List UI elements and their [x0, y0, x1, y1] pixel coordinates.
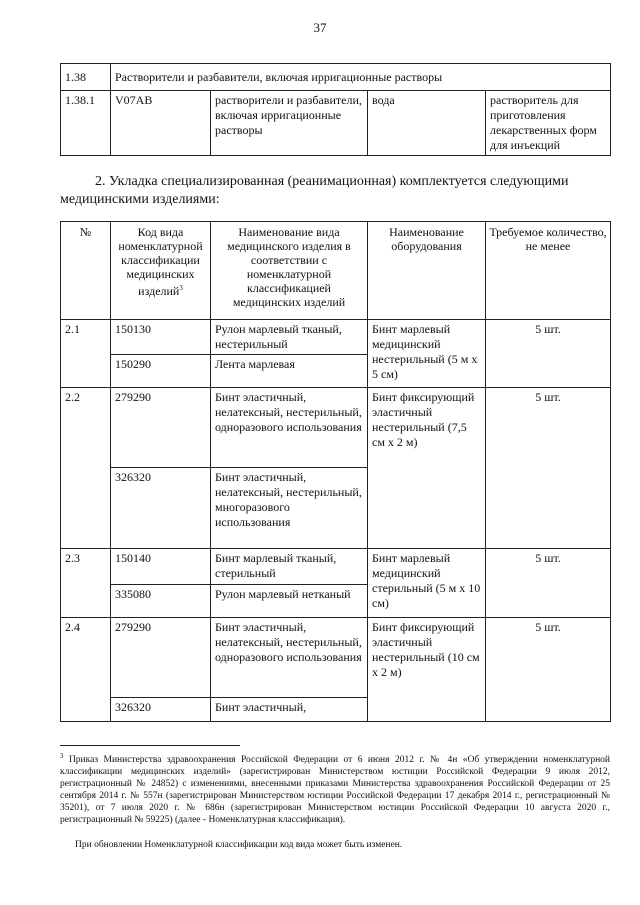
device-name: Бинт эластичный, нелатексный, нестерильный, одноразового использования	[211, 618, 368, 698]
header-equipment: Наименование оборудования	[368, 222, 486, 320]
table-row	[61, 320, 611, 355]
row-number: 2.1	[61, 320, 111, 388]
device-code: 150130	[111, 320, 211, 355]
header-quantity: Требуемое количество, не менее	[486, 222, 611, 320]
device-name: Бинт марлевый тканый, стерильный	[211, 549, 368, 585]
device-code: 150290	[111, 355, 211, 388]
equipment-name: Бинт марлевый медицинский стерильный (5 м х 10 см)	[368, 549, 486, 618]
footnote	[60, 750, 610, 826]
table-row	[61, 618, 611, 698]
header-code	[111, 222, 211, 320]
table-row	[61, 549, 611, 585]
device-name: Рулон марлевый тканый, нестерильный	[211, 320, 368, 355]
header-code-text: Код вида номенклатурной классификации медицинских изделий	[118, 225, 203, 298]
drug-group-name: растворители и разбавители, включая ирригационные растворы	[211, 91, 368, 156]
section-paragraph: 2. Укладка специализированная (реанимационная) комплектуется следующими медицинскими изделиями:	[60, 174, 569, 207]
device-name: Бинт эластичный, нелатексный, нестерильный, одноразового использования	[211, 388, 368, 468]
device-code: 335080	[111, 585, 211, 618]
device-code: 326320	[111, 468, 211, 549]
quantity: 5 шт.	[486, 388, 611, 549]
footnote-text: Приказ Министерства здравоохранения Российской Федерации от 6 июня 2012 г. № 4н «Об утверждении номенклатурной классификации медицинских изделий» (зарегистрирован Министерством юстиции Российской Федерации 9 июля 2012, регистрационный № 24852) с изменениями, внесенными приказами Министерства здравоохранения Российской Федерации от 25 сентября 2014 г. № 557н (зарегистрирован Министерством юстиции Российской Федерации 17 декабря 2014 г., регистрационный № 35201), от 7 июля 2020 г. № 686н (зарегистрирован Министерством юстиции Российской Федерации 10 августа 2020 г., регистрационный № 59225) (далее - Номенклатурная классификация).	[60, 755, 610, 826]
equipment-name: Бинт фиксирующий эластичный нестерильный (10 см х 2 м)	[368, 618, 486, 722]
row-number: 2.4	[61, 618, 111, 722]
drug-note: растворитель для приготовления лекарственных форм для инъекций	[486, 91, 611, 156]
quantity: 5 шт.	[486, 549, 611, 618]
footnote-note: При обновлении Номенклатурной классификации код вида может быть изменен.	[75, 840, 403, 850]
group-title: Растворители и разбавители, включая ирригационные растворы	[111, 64, 611, 91]
solvents-table	[60, 63, 611, 156]
page-number: 37	[313, 20, 327, 35]
quantity: 5 шт.	[486, 320, 611, 388]
drug-form: вода	[368, 91, 486, 156]
atc-code: V07AB	[111, 91, 211, 156]
header-name: Наименование вида медицинского изделия в соответствии с номенклатурной классификацией медицинских изделий	[211, 222, 368, 320]
table-row	[61, 388, 611, 468]
device-name: Бинт эластичный,	[211, 698, 368, 722]
table-header-row	[61, 222, 611, 320]
footnote-mark: 3	[60, 752, 64, 760]
table-row	[61, 64, 611, 91]
device-code: 279290	[111, 618, 211, 698]
row-number: 2.2	[61, 388, 111, 549]
row-number: 1.38.1	[61, 91, 111, 156]
equipment-name: Бинт марлевый медицинский нестерильный (5 м х 5 см)	[368, 320, 486, 388]
medical-devices-table	[60, 221, 611, 722]
equipment-name: Бинт фиксирующий эластичный нестерильный (7,5 см х 2 м)	[368, 388, 486, 549]
footnote-divider	[60, 745, 240, 746]
device-name: Рулон марлевый нетканый	[211, 585, 368, 618]
table-row	[61, 91, 611, 156]
row-number: 2.3	[61, 549, 111, 618]
quantity: 5 шт.	[486, 618, 611, 722]
footnote-ref: 3	[179, 284, 183, 292]
device-name: Бинт эластичный, нелатексный, нестерильный, многоразового использования	[211, 468, 368, 549]
device-code: 279290	[111, 388, 211, 468]
device-code: 326320	[111, 698, 211, 722]
row-number: 1.38	[61, 64, 111, 91]
header-num: №	[61, 222, 111, 320]
device-code: 150140	[111, 549, 211, 585]
device-name: Лента марлевая	[211, 355, 368, 388]
